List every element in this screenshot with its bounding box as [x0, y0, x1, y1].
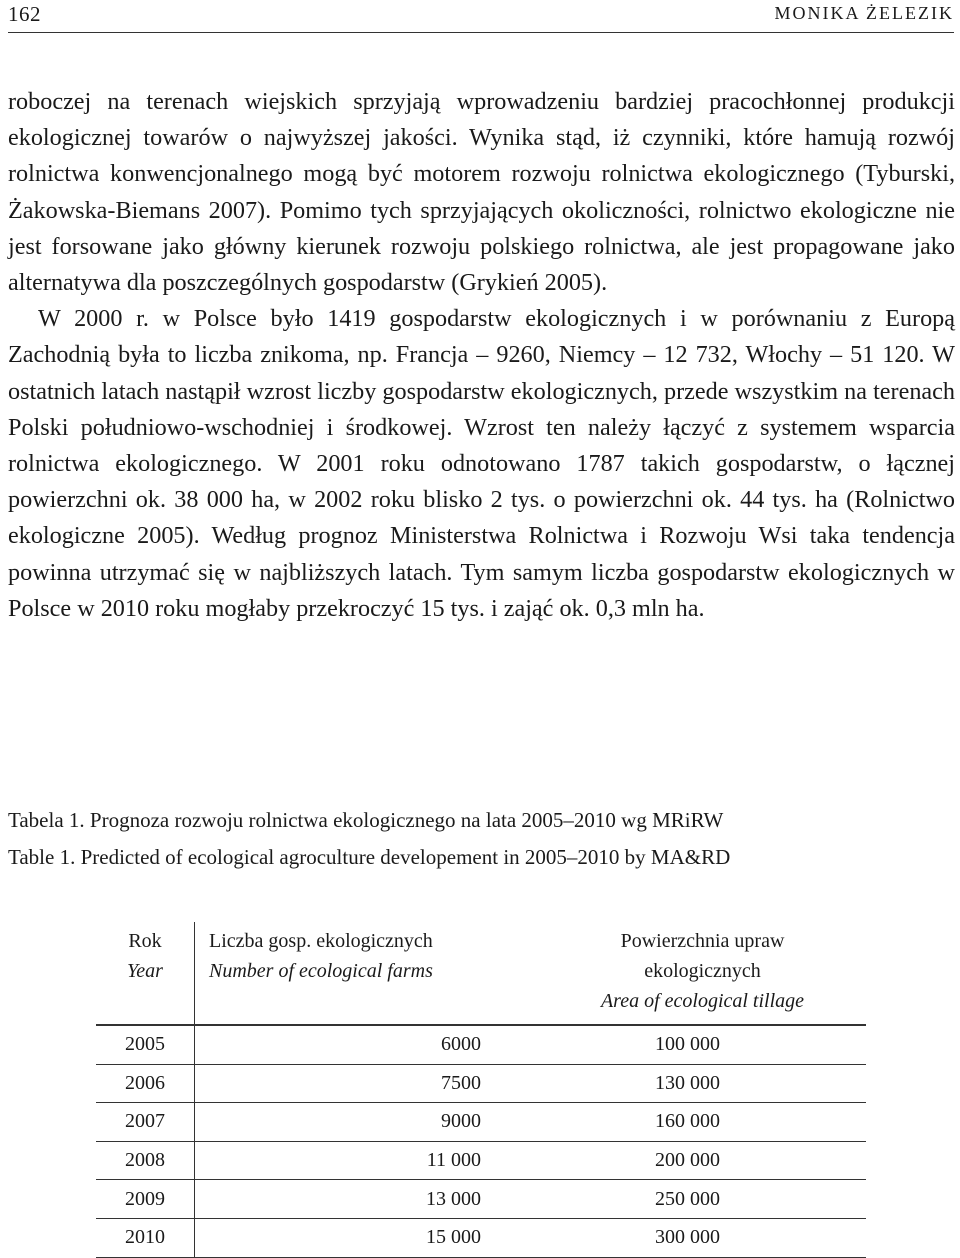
table-row: [96, 1218, 866, 1257]
header-year-en: Year: [127, 960, 163, 982]
header-area-en: Area of ecological tillage: [600, 990, 805, 1012]
forecast-table: [96, 922, 866, 1258]
header-farms-pl: Liczba gosp. ekologicznych: [209, 930, 433, 952]
cell-year: 2009: [96, 1180, 195, 1219]
cell-area: 200 000: [539, 1141, 866, 1180]
table-row: [96, 1103, 866, 1142]
table-row: [96, 1180, 866, 1219]
header-area-pl-line2: ekologicznych: [644, 960, 761, 982]
table-row: [96, 1141, 866, 1180]
table-header-row: [96, 922, 866, 1025]
cell-area: 250 000: [539, 1180, 866, 1219]
cell-year: 2010: [96, 1218, 195, 1257]
cell-farms: 15 000: [195, 1218, 540, 1257]
cell-farms: 13 000: [195, 1180, 540, 1219]
cell-farms: 11 000: [195, 1141, 540, 1180]
cell-farms: 9000: [195, 1103, 540, 1142]
header-area-pl-line1: Powierzchnia upraw: [620, 930, 785, 952]
paragraph-2: W 2000 r. w Polsce było 1419 gospodarstw ekologicznych i w porównaniu z Europą Zachodnią była to liczba znikoma, np. Francja – 9260, Niemcy – 12 732, Włochy – 51 120. W ostatnich latach nastąpił wzrost liczby gospodarstw ekologicznych, przede wszystkim na terenach Polski południowo-wschodniej i środkowej. Wzrost ten należy łączyć z systemem wsparcia rolnictwa ekologicznego. W 2001 roku odnotowano 1787 takich gospodarstw, o łącznej powierzchni ok. 38 000 ha, w 2002 roku blisko 2 tys. o powierzchni ok. 44 tys. ha (Rolnictwo ekologiczne 2005). Według prognoz Ministerstwa Rolnictwa i Rozwoju Wsi taka tendencja powinna utrzymać się w najbliższych latach. Tym samym liczba gospodarstw ekologicznych w Polsce w 2010 roku mogłaby przekroczyć 15 tys. i zająć ok. 0,3 mln ha.: [8, 305, 955, 622]
cell-area: 160 000: [539, 1103, 866, 1142]
header-year-pl: Rok: [128, 930, 162, 952]
header-farms-en: Number of ecological farms: [209, 960, 433, 982]
cell-year: 2006: [96, 1064, 195, 1103]
cell-farms: 6000: [195, 1025, 540, 1064]
cell-year: 2005: [96, 1025, 195, 1064]
cell-farms: 7500: [195, 1064, 540, 1103]
header-year: [96, 922, 195, 1025]
table-row: [96, 1064, 866, 1103]
table-row: [96, 1025, 866, 1064]
cell-area: 130 000: [539, 1064, 866, 1103]
running-head-author: MONIKA ŻELEZIK: [774, 3, 954, 23]
cell-year: 2007: [96, 1103, 195, 1142]
page-number: 162: [8, 2, 41, 26]
table-caption-polish: Tabela 1. Prognoza rozwoju rolnictwa ekologicznego na lata 2005–2010 wg MRiRW: [8, 808, 724, 832]
body-text: [8, 84, 955, 627]
paragraph-1: roboczej na terenach wiejskich sprzyjają wprowadzeniu bardziej pracochłonnej produkcji ekologicznej towarów o najwyższej jakości. Wynika stąd, iż czynniki, które hamują rozwój rolnictwa konwencjonalnego mogą być motorem rozwoju rolnictwa ekologicznego (Tyburski, Żakowska-Biemans 2007). Pomimo tych sprzyjających okoliczności, rolnictwo ekologiczne nie jest forsowane jako główny kierunek rozwoju polskiego rolnictwa, ale jest propagowane jako alternatywa dla poszczególnych gospodarstw (Grykień 2005).: [8, 88, 955, 297]
cell-area: 100 000: [539, 1025, 866, 1064]
header-area: [539, 922, 866, 1025]
cell-area: 300 000: [539, 1218, 866, 1257]
page-header: [8, 0, 954, 33]
header-farms: [195, 922, 540, 1025]
table-caption-english: Table 1. Predicted of ecological agroculture developement in 2005–2010 by MA&RD: [8, 845, 731, 869]
cell-year: 2008: [96, 1141, 195, 1180]
